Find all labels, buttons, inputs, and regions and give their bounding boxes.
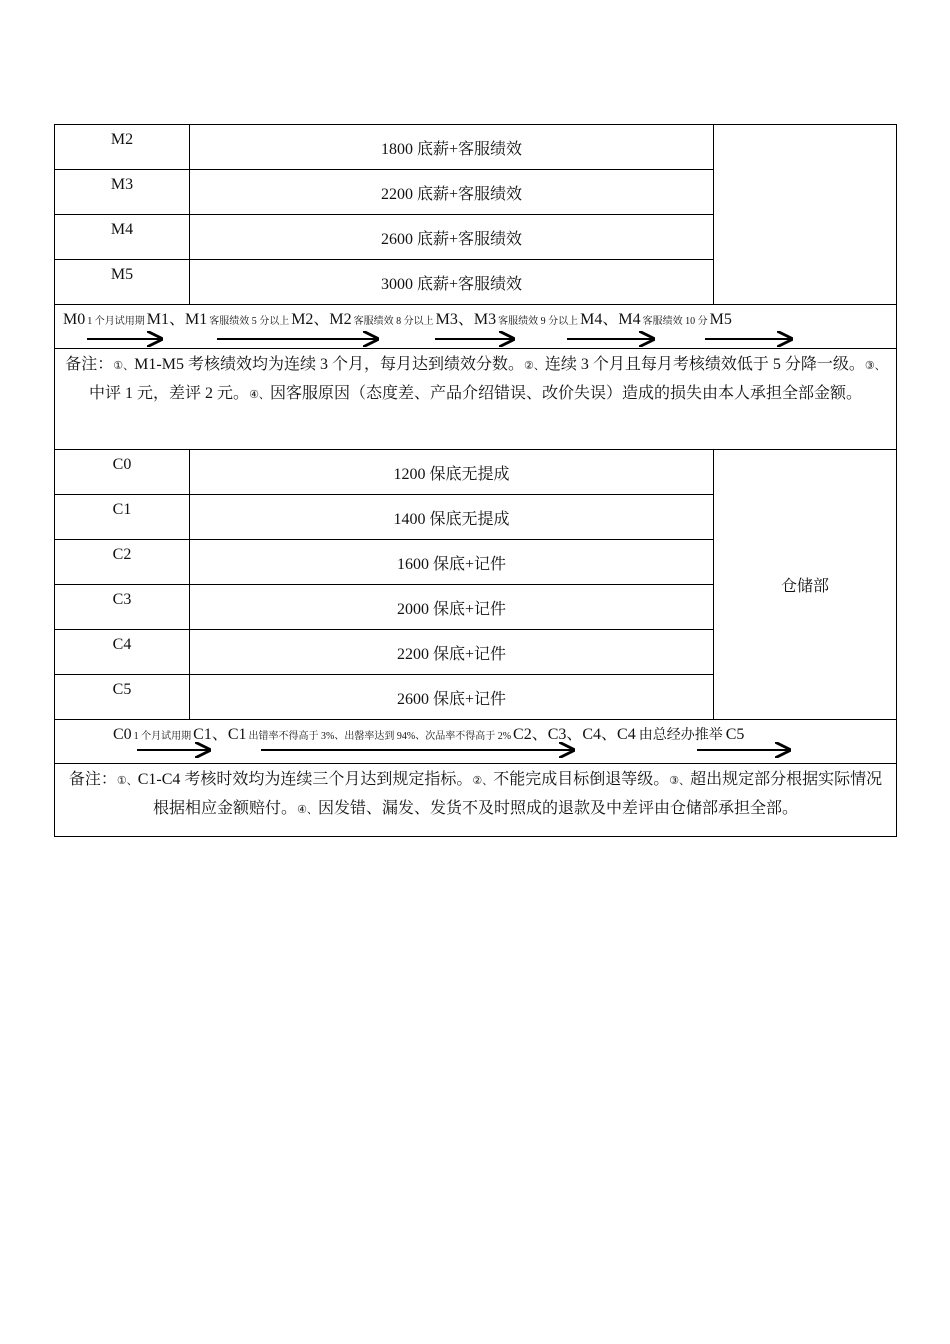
- note-item: 连续 3 个月且每月考核绩效低于 5 分降一级。: [544, 356, 865, 373]
- note-mark: ④、: [249, 389, 270, 401]
- flow-level: C2、C3、C4、C4: [513, 726, 636, 743]
- m-note-cell: [55, 349, 897, 450]
- flow-level: M5: [709, 311, 732, 328]
- level-cell: C3: [55, 585, 190, 630]
- level-cell: C0: [55, 450, 190, 495]
- note-prefix: 备注：: [68, 771, 117, 788]
- flow-level: M1、M1: [146, 311, 208, 328]
- note-mark: ②、: [523, 360, 545, 372]
- salary-desc-cell: 2200 底薪+客服绩效: [190, 170, 714, 215]
- m-promotion-flow-row: [55, 305, 897, 349]
- note-item: 因发错、漏发、发货不及时照成的退款及中差评由仓储部承担全部。: [317, 800, 798, 817]
- note-prefix: 备注：: [65, 356, 114, 373]
- salary-desc-cell: 2600 底薪+客服绩效: [190, 215, 714, 260]
- note-item: 超出规定部分根据实际情况根据相应金额赔付。: [153, 771, 883, 817]
- flow-level: C1、C1: [193, 726, 247, 743]
- salary-desc-cell: 2000 保底+记件: [190, 585, 714, 630]
- flow-condition: 客服绩效 8 分以上: [353, 316, 434, 327]
- salary-desc-cell: 3000 底薪+客服绩效: [190, 260, 714, 305]
- note-item: 因客服原因（态度差、产品介绍错误、改价失误）造成的损失由本人承担全部金额。: [269, 385, 862, 402]
- promotion-flow-cell: [55, 305, 897, 349]
- note-item: 中评 1 元，差评 2 元。: [89, 385, 250, 402]
- flow-condition: 客服绩效 10 分: [642, 316, 708, 327]
- level-cell: M4: [55, 215, 190, 260]
- flow-condition: 由总经办推举: [638, 728, 723, 743]
- level-cell: M5: [55, 260, 190, 305]
- note-item: M1-M5 考核绩效均为连续 3 个月，每月达到绩效分数。: [134, 356, 524, 373]
- note-mark: ④、: [297, 804, 318, 816]
- flow-condition: 出错率不得高于 3%、出罄率达到 94%、次品率不得高于 2%: [248, 731, 512, 742]
- flow-level: M0: [63, 311, 86, 328]
- level-cell: C2: [55, 540, 190, 585]
- flow-condition: 1 个月试用期: [133, 731, 192, 742]
- salary-desc-cell: 1600 保底+记件: [190, 540, 714, 585]
- level-cell: C1: [55, 495, 190, 540]
- promotion-arrows: [55, 720, 897, 764]
- c-level-row: [55, 450, 897, 495]
- note-mark: ③、: [669, 775, 691, 787]
- flow-level: M4、M4: [580, 311, 641, 328]
- salary-desc-cell: 1400 保底无提成: [190, 495, 714, 540]
- note-mark: ②、: [472, 775, 494, 787]
- salary-desc-cell: 1200 保底无提成: [190, 450, 714, 495]
- promotion-arrows: [55, 305, 897, 349]
- flow-level: C5: [725, 726, 745, 743]
- promotion-flow-cell: [55, 720, 897, 764]
- note-mark: ③、: [864, 360, 886, 372]
- note-item: 不能完成目标倒退等级。: [493, 771, 670, 788]
- m-level-row: [55, 125, 897, 170]
- salary-level-table: [54, 124, 897, 837]
- flow-level: C0: [113, 726, 132, 743]
- department-cell: [714, 125, 897, 305]
- flow-level: M2、M2: [291, 311, 352, 328]
- flow-condition: 客服绩效 9 分以上: [498, 316, 579, 327]
- flow-condition: 客服绩效 5 分以上: [209, 316, 290, 327]
- flow-level: M3、M3: [435, 311, 497, 328]
- level-cell: C4: [55, 630, 190, 675]
- salary-desc-cell: 2600 保底+记件: [190, 675, 714, 720]
- salary-desc-cell: 1800 底薪+客服绩效: [190, 125, 714, 170]
- flow-condition: 1 个月试用期: [87, 316, 145, 327]
- department-cell: 仓储部: [714, 450, 897, 720]
- level-cell: M3: [55, 170, 190, 215]
- c-promotion-flow-row: [55, 720, 897, 764]
- level-cell: C5: [55, 675, 190, 720]
- level-cell: M2: [55, 125, 190, 170]
- salary-desc-cell: 2200 保底+记件: [190, 630, 714, 675]
- note-mark: ①、: [113, 360, 135, 372]
- m-note-row: [55, 349, 897, 450]
- note-item: C1-C4 考核时效均为连续三个月达到规定指标。: [137, 771, 473, 788]
- note-mark: ①、: [116, 775, 138, 787]
- c-note-row: [55, 764, 897, 837]
- c-note-cell: [55, 764, 897, 837]
